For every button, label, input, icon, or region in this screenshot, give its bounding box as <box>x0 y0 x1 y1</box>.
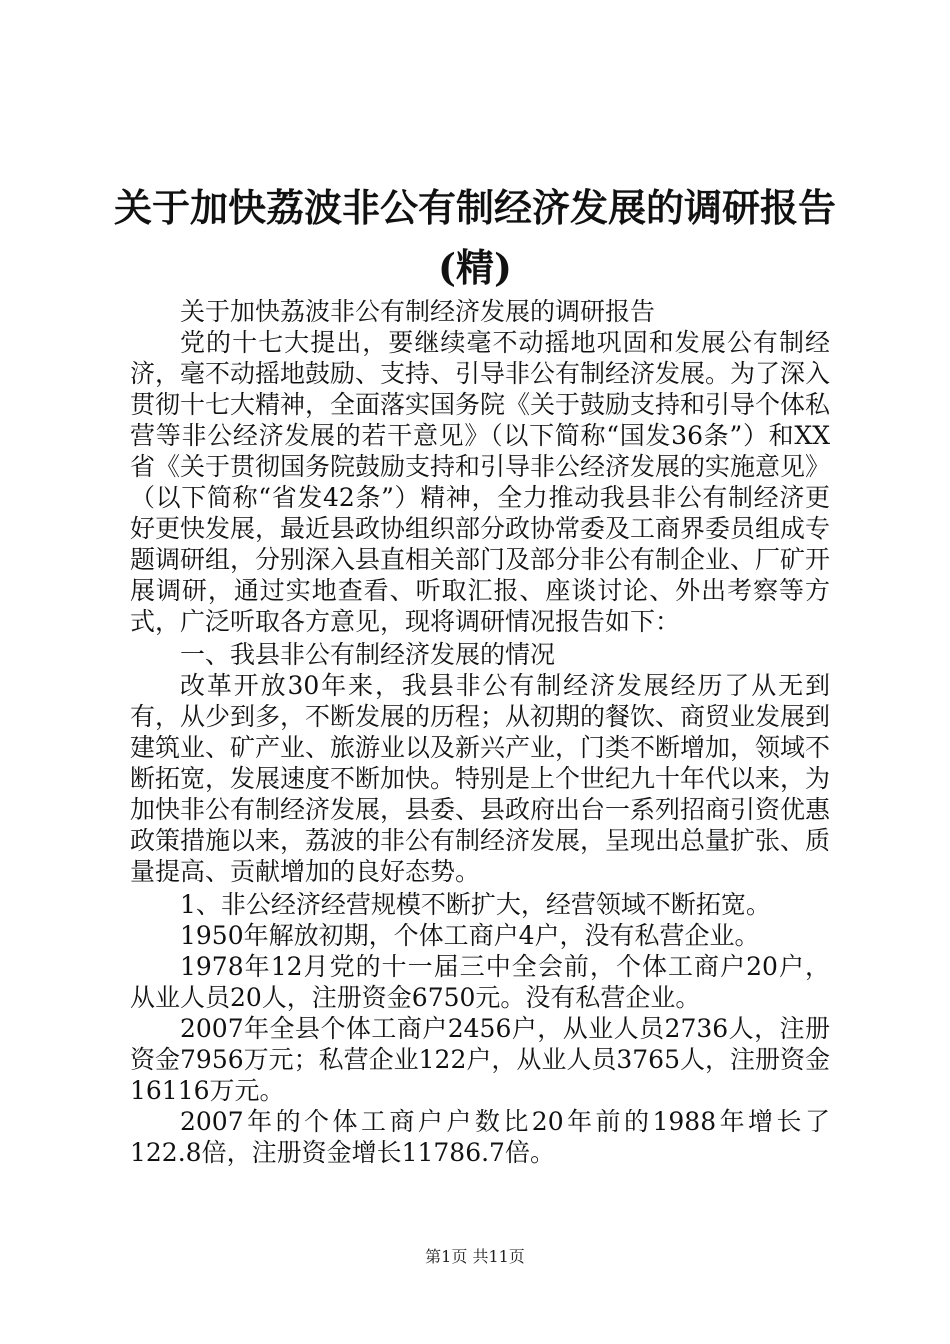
paragraph: 改革开放30年来，我县非公有制经济发展经历了从无到有，从少到多，不断发展的历程；从初期的餐饮、商贸业发展到建筑业、矿产业、旅游业以及新兴产业，门类不断增加，领域不断拓宽，发展速度不断加快。特别是上个世纪九十年代以来，为加快非公有制经济发展，县委、县政府出台一系列招商引资优惠政策措施以来，荔波的非公有制经济发展，呈现出总量扩张、质量提高、贡献增加的良好态势。 <box>130 671 831 886</box>
paragraph: 党的十七大提出，要继续毫不动摇地巩固和发展公有制经济，毫不动摇地鼓励、支持、引导非公有制经济发展。为了深入贯彻十七大精神，全面落实国务院《关于鼓励支持和引导个体私营等非公经济发展的若干意见》（以下简称“国发36条”）和XX省《关于贯彻国务院鼓励支持和引导非公经济发展的实施意见》（以下简称“省发42条”）精神，全力推动我县非公有制经济更好更快发展，最近县政协组织部分政协常委及工商界委员组成专题调研组，分别深入县直相关部门及部分非公有制企业、厂矿开展调研，通过实地查看、听取汇报、座谈讨论、外出考察等方式，广泛听取各方意见，现将调研情况报告如下： <box>130 328 831 636</box>
document-title-suffix: (精) <box>438 245 512 290</box>
paragraph: 1950年解放初期，个体工商户4户，没有私营企业。 <box>180 921 760 950</box>
section-heading: 一、我县非公有制经济发展的情况 <box>180 640 556 669</box>
page-number: 第1页 共11页 <box>425 1247 525 1266</box>
paragraph: 1978年12月党的十一届三中全会前，个体工商户20户，从业人员20人，注册资金6750元。没有私营企业。 <box>130 952 830 1012</box>
subsection-heading: 1、非公经济经营规模不断扩大，经营领域不断拓宽。 <box>180 890 771 919</box>
paragraph: 2007年全县个体工商户2456户，从业人员2736人，注册资金7956万元；私营企业122户，从业人员3765人，注册资金16116万元。 <box>130 1014 830 1105</box>
document-title: 关于加快荔波非公有制经济发展的调研报告 <box>113 185 836 230</box>
paragraph-subtitle: 关于加快荔波非公有制经济发展的调研报告 <box>180 297 656 326</box>
document-body <box>130 296 830 1168</box>
paragraph: 2007年的个体工商户户数比20年前的1988年增长了122.8倍，注册资金增长11786.7倍。 <box>130 1107 830 1167</box>
